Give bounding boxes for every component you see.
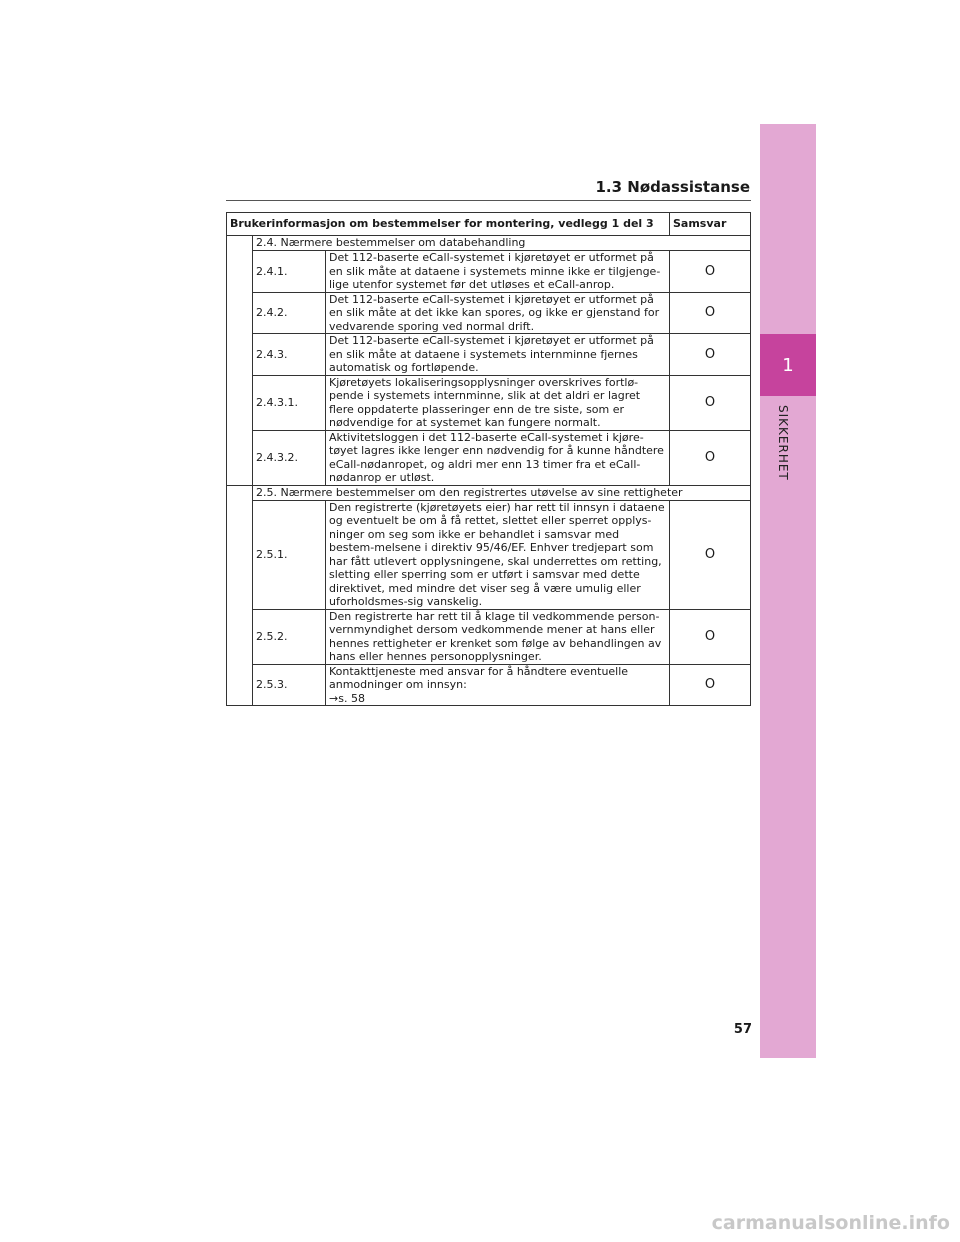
- clause-text: Det 112-baserte eCall-systemet i kjøretøyet er utformet på en slik måte at dataene i systemets minne ikke er tilgjenge-lige utenfor systemet før det utløses et eCall-anrop.: [326, 251, 670, 293]
- clause-text: Aktivitetsloggen i det 112-baserte eCall-systemet i kjøre-tøyet lagres ikke lenger enn nødvendig for å kunne håndtere eCall-nødanropet, og aldri mer enn 13 timer fra et eCall-nødanrop er utløst.: [326, 430, 670, 485]
- conformity-mark: O: [670, 251, 751, 293]
- conformity-mark: O: [670, 664, 751, 706]
- chapter-number: 1: [782, 354, 794, 376]
- group-heading-row: [227, 485, 751, 500]
- section-title: 1.3 Nødassistanse: [595, 178, 750, 196]
- clause-text: Kjøretøyets lokaliseringsopplysninger overskrives fortlø-pende i systemets internminne, slik at det aldri er lagret flere oppdaterte plasseringer enn de tre siste, som er nødvendige for at systemet kan fungere normalt.: [326, 375, 670, 430]
- table-row: [227, 334, 751, 376]
- group-indent-cell: [227, 485, 253, 706]
- conformity-mark: O: [670, 292, 751, 334]
- page-number: 57: [733, 1022, 752, 1037]
- chapter-label: SIKKERHET: [776, 405, 790, 481]
- clause-text: Den registrerte (kjøretøyets eier) har rett til innsyn i dataene og eventuelt be om å få rettet, slettet eller sperret opplys-ninger om seg som ikke er behandlet i samsvar med bestem-melsene i direktiv 95/46/EF. Enhver tredjepart som har fått utlevert opplysningene, skal underrettes om retting, sletting eller sperring som er utført i samsvar med dette direktivet, med mindre det viser seg å være umulig eller uforholdsmes-sig vanskelig.: [326, 500, 670, 609]
- table-body: [227, 236, 751, 706]
- group-title: 2.4. Nærmere bestemmelser om databehandling: [253, 236, 751, 251]
- table-heading: Brukerinformasjon om bestemmelser for montering, vedlegg 1 del 3: [227, 213, 670, 236]
- conformity-mark: O: [670, 500, 751, 609]
- group-title: 2.5. Nærmere bestemmelser om den registrertes utøvelse av sine rettigheter: [253, 485, 751, 500]
- group-heading-row: [227, 236, 751, 251]
- clause-number: 2.4.3.: [253, 334, 326, 376]
- table-row: [227, 375, 751, 430]
- clause-number: 2.5.1.: [253, 500, 326, 609]
- clause-text: Det 112-baserte eCall-systemet i kjøretøyet er utformet på en slik måte at det ikke kan spores, og ikke er gjenstand for vedvarende sporing ved normal drift.: [326, 292, 670, 334]
- watermark: carmanualsonline.info: [711, 1212, 950, 1234]
- clause-number: 2.5.3.: [253, 664, 326, 706]
- clause-number: 2.4.1.: [253, 251, 326, 293]
- clause-number: 2.5.2.: [253, 609, 326, 664]
- conformity-mark: O: [670, 609, 751, 664]
- clause-text: Kontakttjeneste med ansvar for å håndtere eventuelle anmodninger om innsyn: →s. 58: [326, 664, 670, 706]
- table-row: [227, 430, 751, 485]
- table-row: [227, 292, 751, 334]
- clause-text: Det 112-baserte eCall-systemet i kjøretøyet er utformet på en slik måte at dataene i systemets internminne fjernes automatisk og fortløpende.: [326, 334, 670, 376]
- conformity-heading: Samsvar: [670, 213, 751, 236]
- conformity-mark: O: [670, 334, 751, 376]
- group-indent-cell: [227, 236, 253, 486]
- title-rule: [226, 200, 751, 201]
- conformity-mark: O: [670, 430, 751, 485]
- chapter-side-tab: [760, 124, 816, 1058]
- clause-number: 2.4.3.1.: [253, 375, 326, 430]
- conformity-mark: O: [670, 375, 751, 430]
- clause-text: Den registrerte har rett til å klage til vedkommende person-vernmyndighet dersom vedkommende mener at hans eller hennes rettigheter er krenket som følge av behandlingen av hans eller hennes personopplysninger.: [326, 609, 670, 664]
- table-header-row: [227, 213, 751, 236]
- specification-table: [226, 212, 751, 706]
- chapter-number-tab[interactable]: [760, 334, 816, 396]
- table-row: [227, 500, 751, 609]
- clause-number: 2.4.2.: [253, 292, 326, 334]
- table-row: [227, 609, 751, 664]
- table-row: [227, 664, 751, 706]
- table-row: [227, 251, 751, 293]
- clause-number: 2.4.3.2.: [253, 430, 326, 485]
